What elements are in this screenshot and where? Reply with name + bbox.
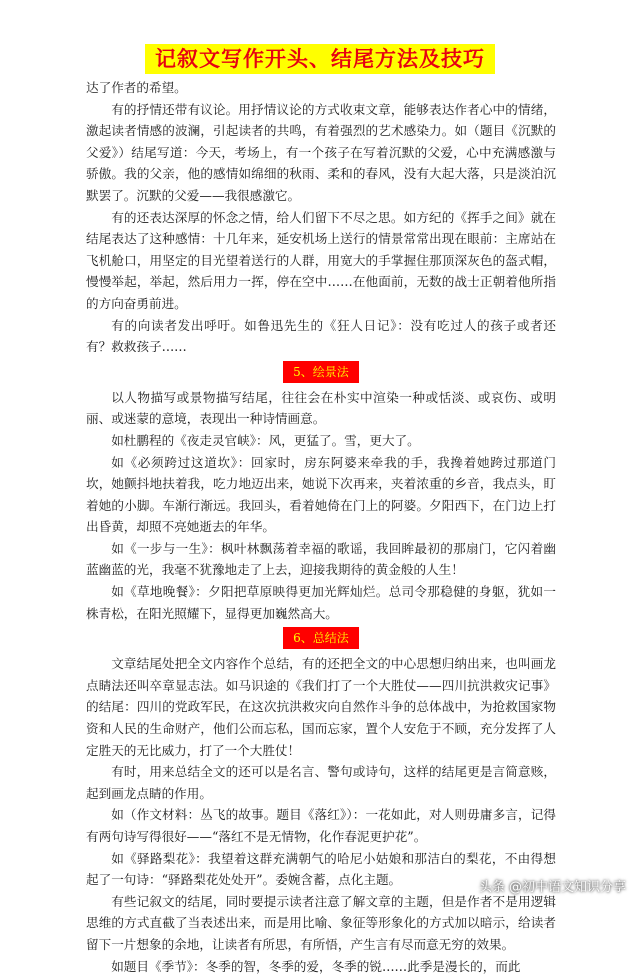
document-title: 记叙文写作开头、结尾方法及技巧 (145, 44, 495, 74)
paragraph: 如（作文材料：丛飞的故事。题目《落红》）：一花如此，对人则毋庸多言，记得有两句诗写得很好——“落红不是无情物，化作春泥更护花”。 (86, 807, 556, 844)
section-6-heading-wrap (86, 627, 556, 649)
title-bar (0, 44, 640, 74)
paragraph: 文章结尾处把全文内容作个总结，有的还把全文的中心思想归纳出来，也叫画龙点睛法还叫卒章显志法。如马识途的《我们打了一个大胜仗——四川抗洪救灾记事》的结尾：四川的党政军民，在这次抗洪救灾向自然作斗争的总体战中，为抢救国家物资和人民的生命财产，他们公而忘私，国而忘家，置个人安危于不顾，充分发挥了人定胜天的无比威力，打了一个大胜仗！ (86, 656, 556, 758)
section-5-heading-wrap (86, 361, 556, 383)
paragraph: 有的向读者发出呼吁。如鲁迅先生的《狂人日记》：没有吃过人的孩子或者还有？救救孩子…… (86, 317, 556, 355)
watermark: 头条 @初中语文知识分享 (478, 880, 626, 895)
paragraph: 如《必须跨过这道坎》：回家时，房东阿婆来牵我的手，我搀着她跨过那道门坎，她颤抖地扶着我，吃力地迈出来，她说下次再来，夹着浓重的乡音，我点头，盯着她的小脚。车渐行渐远。我回头，看着她倚在门上的阿婆。夕阳西下，在门边上打出昏黄，却照不亮她逝去的年华。 (86, 454, 556, 535)
paragraph-group-1 (86, 77, 556, 358)
document-body (86, 77, 556, 977)
section-heading: 6、总结法 (283, 627, 359, 649)
paragraph: 如《草地晚餐》：夕阳把草原映得更加光辉灿烂。总司令那稳健的身躯，犹如一株青松，在阳光照耀下，显得更加巍然高大。 (86, 584, 556, 621)
paragraph-group-3 (86, 653, 556, 977)
paragraph: 有的还表达深厚的怀念之情，给人们留下不尽之思。如方纪的《挥手之间》就在结尾表达了这种感情：十几年来，延安机场上送行的情景常常出现在眼前：主席站在飞机舱口，用坚定的目光望着送行的人群，用宽大的手掌握住那顶深灰色的盔式帽，慢慢举起，举起，然后用力一挥，停在空中……在他面前，无数的战士正朝着他所指的方向奋勇前进。 (86, 209, 556, 311)
paragraph: 达了作者的希望。 (86, 80, 187, 95)
paragraph: 如题目《季节》：冬季的智，冬季的爱，冬季的锐……此季是漫长的，而此 (111, 958, 521, 974)
paragraph-group-2 (86, 387, 556, 625)
section-heading: 5、绘景法 (283, 361, 359, 383)
paragraph: 如《一步与一生》：枫叶林飘荡着幸福的歌谣，我回眸最初的那扇门，它闪着幽蓝幽蓝的光，我毫不犹豫地走了上去，迎接我期待的黄金般的人生！ (86, 540, 556, 578)
paragraph: 以人物描写或景物描写结尾，往往会在朴实中渲染一种或恬淡、或哀伤、或明丽、或迷蒙的意境，表现出一种诗情画意。 (86, 389, 556, 427)
paragraph: 有的抒情还带有议论。用抒情议论的方式收束文章，能够表达作者心中的情绪，激起读者情感的波澜，引起读者的共鸣，有着强烈的艺术感染力。如（题目《沉默的父爱》）结尾写道：今天，考场上，有一个孩子在写着沉默的父爱，心中充满感激与骄傲。我的父亲，他的感情如绵细的秋雨、柔和的春风，没有大起大落，只是淡泊沉默罢了。沉默的父爱——我很感激它。 (86, 101, 556, 203)
paragraph: 如《驿路梨花》：我望着这群充满朝气的哈尼小姑娘和那洁白的梨花，不由得想起了一句诗：“驿路梨花处处开”。委婉含蓄，点化主题。 (86, 850, 556, 888)
paragraph: 如杜鹏程的《夜走灵官峡》：风，更猛了。雪，更大了。 (111, 432, 420, 448)
paragraph: 有时，用来总结全文的还可以是名言、警句或诗句，这样的结尾更是言简意赅，起到画龙点睛的作用。 (86, 764, 556, 801)
paragraph: 有些记叙文的结尾，同时要提示读者注意了解文章的主题，但是作者不是用逻辑思维的方式直截了当表述出来，而是用比喻、象征等形象化的方式加以暗示，给读者留下一片想象的余地，让读者有所思，有所悟，产生言有尽而意无穷的效果。 (86, 893, 556, 952)
